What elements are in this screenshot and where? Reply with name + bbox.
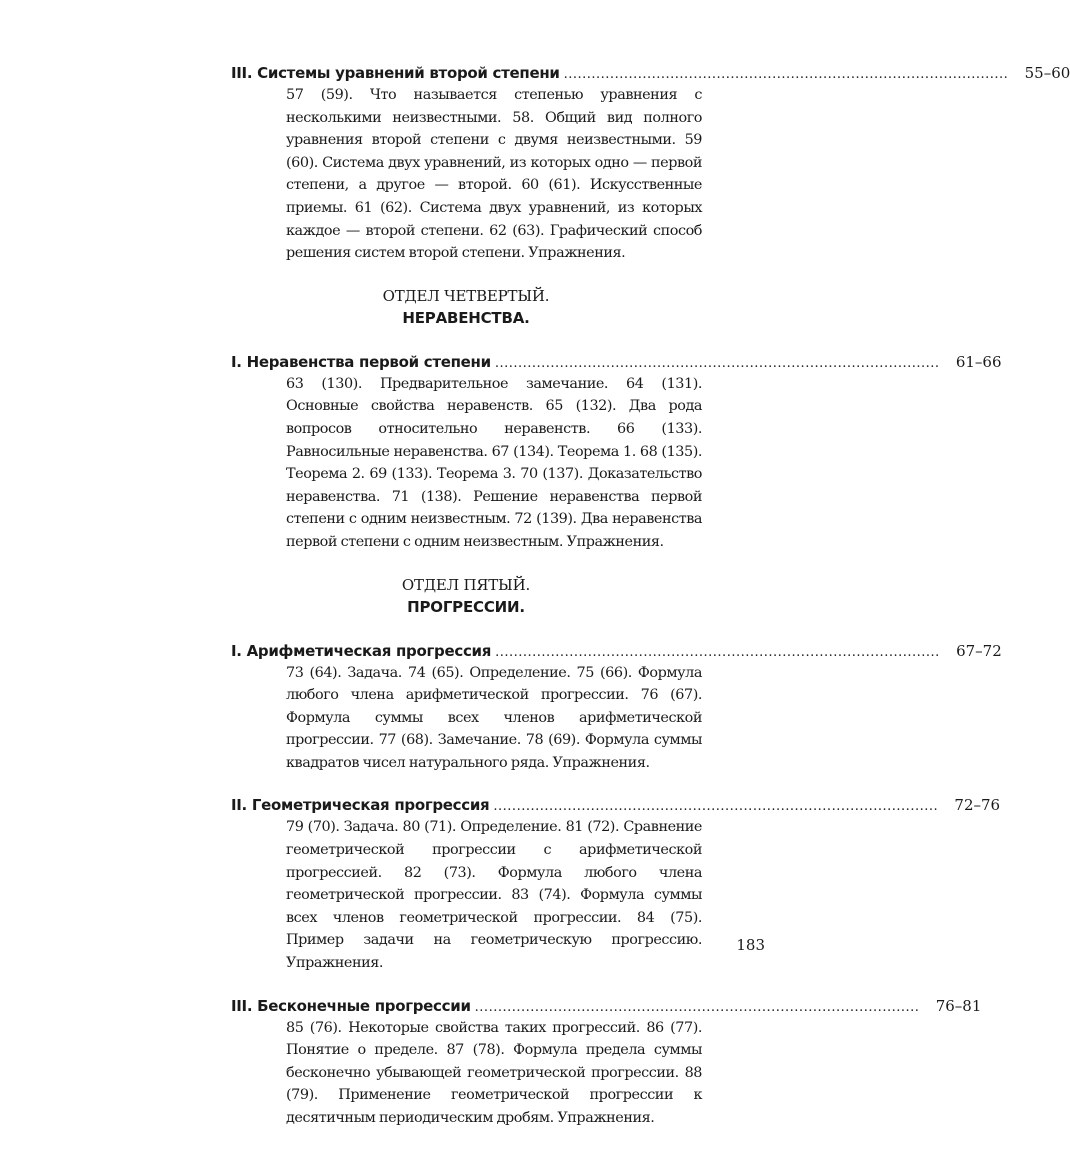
entry-header <box>231 640 1002 662</box>
entry-description: 73 (64). Задача. 74 (65). Определение. 75 (66). Формула любого члена арифметической прогрессии. 76 (67). Формула суммы всех членов арифметической прогрессии. 77 (68). Замечание. 78 (69). Формула суммы квадратов чисел натурального ряда. Упражнения. <box>286 664 702 771</box>
leader-dots: ................................................................................................ <box>494 355 940 371</box>
section-heading-progressions <box>231 574 701 618</box>
toc-entry-systems-second-degree <box>231 62 1070 265</box>
entry-pages: 67–72 <box>956 641 1002 660</box>
leader-dots: ................................................................................................ <box>495 644 940 660</box>
entry-title: III. Бесконечные прогрессии <box>231 996 471 1015</box>
entry-header <box>231 995 982 1017</box>
entry-pages: 55–60 <box>1024 64 1070 82</box>
entry-title: II. Геометрическая прогрессия <box>231 796 490 815</box>
entry-header <box>231 794 1001 816</box>
section-title: ПРОГРЕССИИ. <box>407 597 525 616</box>
leader-dots: ................................................................................................ <box>493 799 939 815</box>
entry-header <box>231 351 1002 373</box>
entry-pages: 76–81 <box>935 996 982 1015</box>
toc-entry-infinite-progressions <box>231 995 982 1130</box>
entry-pages: 72–76 <box>954 796 1001 815</box>
entry-pages: 61–66 <box>955 352 1002 371</box>
entry-title: III. Системы уравнений второй степени <box>231 64 560 82</box>
section-department: ОТДЕЛ ПЯТЫЙ. <box>401 575 531 594</box>
leader-dots: ................................................................................................ <box>474 999 920 1015</box>
toc-entry-geometric-progression <box>231 794 1001 974</box>
toc-entry-first-degree-inequalities <box>231 351 1002 554</box>
entry-title: I. Неравенства первой степени <box>231 352 491 371</box>
page-number: 183 <box>736 936 765 954</box>
toc-content <box>231 62 1070 1150</box>
entry-description: 79 (70). Задача. 80 (71). Определение. 81 (72). Сравнение геометрической прогрессии с арифметической прогрессией. 82 (73). Формула любого члена геометрической прогрессии. 83 (74). Формула суммы всех членов геометрической прогрессии. 84 (75). Пример задачи на геометрическую прогрессию. Упражнения. <box>286 819 702 972</box>
section-title: НЕРАВЕНСТВА. <box>402 308 530 327</box>
entry-description: 63 (130). Предварительное замечание. 64 (131). Основные свойства неравенств. 65 (132). Два рода вопросов относительно неравенств. 66 (133). Равносильные неравенства. 67 (134). Теорема 1. 68 (135). Теорема 2. 69 (133). Теорема 3. 70 (137). Доказательство неравенства. 71 (138). Решение неравенства первой степени с одним неизвестным. 72 (139). Два неравенства первой степени с одним неизвестным. Упражнения. <box>286 375 702 550</box>
section-heading-inequalities <box>231 285 701 329</box>
entry-header <box>231 62 1070 84</box>
entry-description: 57 (59). Что называется степенью уравнения с несколькими неизвестными. 58. Общий вид полного уравнения второй степени с двумя неизвестными. 59 (60). Система двух уравнений, из которых одно — первой степени, а другое — второй. 60 (61). Искусственные приемы. 61 (62). Система двух уравнений, из которых каждое — второй степени. 62 (63). Графический способ решения систем второй степени. Упражнения. <box>286 87 702 262</box>
section-department: ОТДЕЛ ЧЕТВЕРТЫЙ. <box>382 286 550 305</box>
leader-dots: ................................................................................................ <box>563 67 1009 82</box>
toc-entry-arithmetic-progression <box>231 640 1002 775</box>
entry-title: I. Арифметическая прогрессия <box>231 641 492 660</box>
entry-description: 85 (76). Некоторые свойства таких прогрессий. 86 (77). Понятие о пределе. 87 (78). Формула предела суммы бесконечно убывающей геометрической прогрессии. 88 (79). Применение геометрической прогрессии к десятичным периодическим дробям. Упражнения. <box>286 1019 702 1126</box>
